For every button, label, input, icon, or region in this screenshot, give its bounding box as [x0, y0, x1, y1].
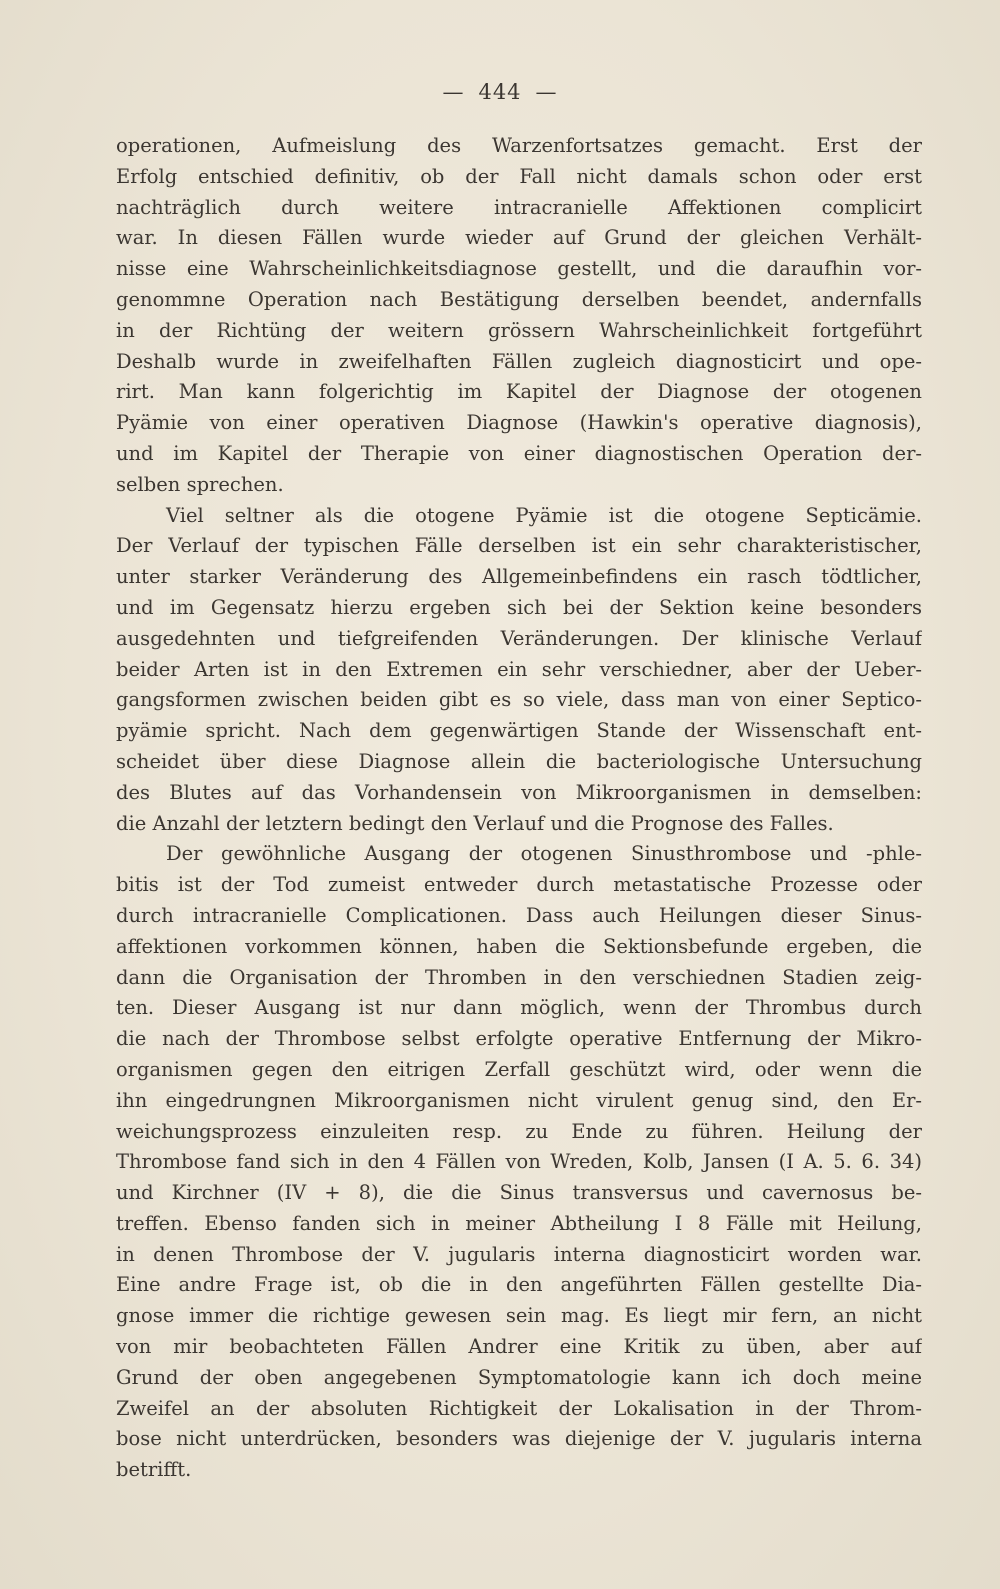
- page-number: 444: [478, 80, 522, 104]
- page-number-header: [0, 80, 1000, 104]
- text-line: Deshalb wurde in zweifelhaften Fällen zugleich diagnosticirt und ope-: [116, 349, 922, 373]
- text-line: affektionen vorkommen können, haben die Sektionsbefunde ergeben, die: [116, 934, 922, 958]
- text-line: organismen gegen den eitrigen Zerfall geschützt wird, oder wenn die: [116, 1057, 922, 1081]
- text-line: war. In diesen Fällen wurde wieder auf Grund der gleichen Verhält-: [116, 226, 922, 250]
- text-line: Zweifel an der absoluten Richtigkeit der Lokalisation in der Throm-: [116, 1396, 922, 1420]
- paragraph-sinus-thrombosis: [116, 839, 922, 1486]
- text-line: betrifft.: [116, 1458, 192, 1482]
- text-line: Der Verlauf der typischen Fälle derselben ist ein sehr charakteristischer,: [116, 534, 922, 558]
- text-line: gangsformen zwischen beiden gibt es so viele, dass man von einer Septico-: [116, 688, 922, 712]
- text-line: Grund der oben angegebenen Symptomatologie kann ich doch meine: [116, 1365, 922, 1389]
- paragraph-septicaemia: [116, 501, 922, 840]
- text-line: bitis ist der Tod zumeist entweder durch metastatische Prozesse oder: [116, 873, 922, 897]
- text-line: bose nicht unterdrücken, besonders was diejenige der V. jugularis interna: [116, 1427, 922, 1451]
- page-number-dash-right: —: [535, 80, 558, 104]
- text-line: Eine andre Frage ist, ob die in den angeführten Fällen gestellte Dia-: [116, 1273, 922, 1297]
- text-line: nachträglich durch weitere intracranielle Affektionen complicirt: [116, 195, 922, 219]
- text-line: und Kirchner (IV + 8), die die Sinus transversus und cavernosus be-: [116, 1181, 922, 1205]
- text-line: unter starker Veränderung des Allgemeinbefindens ein rasch tödtlicher,: [116, 565, 922, 589]
- text-line: genommne Operation nach Bestätigung derselben beendet, andernfalls: [116, 287, 922, 311]
- text-line: durch intracranielle Complicationen. Dass auch Heilungen dieser Sinus-: [116, 903, 922, 927]
- text-line: die nach der Thrombose selbst erfolgte operative Entfernung der Mikro-: [116, 1027, 922, 1051]
- text-line: nisse eine Wahrscheinlichkeitsdiagnose gestellt, und die daraufhin vor-: [116, 257, 922, 281]
- text-line: des Blutes auf das Vorhandensein von Mikroorganismen in demselben:: [116, 780, 922, 804]
- text-line: selben sprechen.: [116, 472, 284, 496]
- text-line: ihn eingedrungnen Mikroorganismen nicht virulent genug sind, den Er-: [116, 1088, 922, 1112]
- text-line: ausgedehnten und tiefgreifenden Veränderungen. Der klinische Verlauf: [116, 626, 922, 650]
- text-line: in denen Thrombose der V. jugularis interna diagnosticirt worden war.: [116, 1242, 922, 1266]
- paragraph-continued: [116, 131, 922, 501]
- text-line: Viel seltner als die otogene Pyämie ist die otogene Septicämie.: [166, 503, 922, 527]
- text-line: und im Gegensatz hierzu ergeben sich bei der Sektion keine besonders: [116, 595, 922, 619]
- text-line: Thrombose fand sich in den 4 Fällen von Wreden, Kolb, Jansen (I A. 5. 6. 34): [116, 1150, 922, 1174]
- text-line: scheidet über diese Diagnose allein die bacteriologische Untersuchung: [116, 749, 922, 773]
- text-line: dann die Organisation der Thromben in den verschiednen Stadien zeig-: [116, 965, 922, 989]
- text-line: pyämie spricht. Nach dem gegenwärtigen Stande der Wissenschaft ent-: [116, 719, 922, 743]
- text-line: Pyämie von einer operativen Diagnose (Hawkin's operative diagnosis),: [116, 411, 922, 435]
- text-line: Erfolg entschied definitiv, ob der Fall nicht damals schon oder erst: [116, 164, 922, 188]
- text-line: von mir beobachteten Fällen Andrer eine Kritik zu üben, aber auf: [116, 1335, 922, 1359]
- text-line: Der gewöhnliche Ausgang der otogenen Sinusthrombose und -phle-: [166, 842, 922, 866]
- text-line: beider Arten ist in den Extremen ein sehr verschiedner, aber der Ueber-: [116, 657, 922, 681]
- body-text: [116, 131, 922, 1486]
- text-line: gnose immer die richtige gewesen sein mag. Es liegt mir fern, an nicht: [116, 1304, 922, 1328]
- text-line: treffen. Ebenso fanden sich in meiner Abtheilung I 8 Fälle mit Heilung,: [116, 1211, 922, 1235]
- text-line: ten. Dieser Ausgang ist nur dann möglich, wenn der Thrombus durch: [116, 996, 922, 1020]
- text-line: weichungsprozess einzuleiten resp. zu Ende zu führen. Heilung der: [116, 1119, 922, 1143]
- page-number-dash-left: —: [442, 80, 465, 104]
- text-line: die Anzahl der letztern bedingt den Verlauf und die Prognose des Falles.: [116, 811, 834, 835]
- text-line: und im Kapitel der Therapie von einer diagnostischen Operation der-: [116, 441, 922, 465]
- text-line: operationen, Aufmeislung des Warzenfortsatzes gemacht. Erst der: [116, 134, 922, 157]
- text-line: rirt. Man kann folgerichtig im Kapitel der Diagnose der otogenen: [116, 380, 922, 404]
- text-line: in der Richtüng der weitern grössern Wahrscheinlichkeit fortgeführt: [116, 318, 922, 342]
